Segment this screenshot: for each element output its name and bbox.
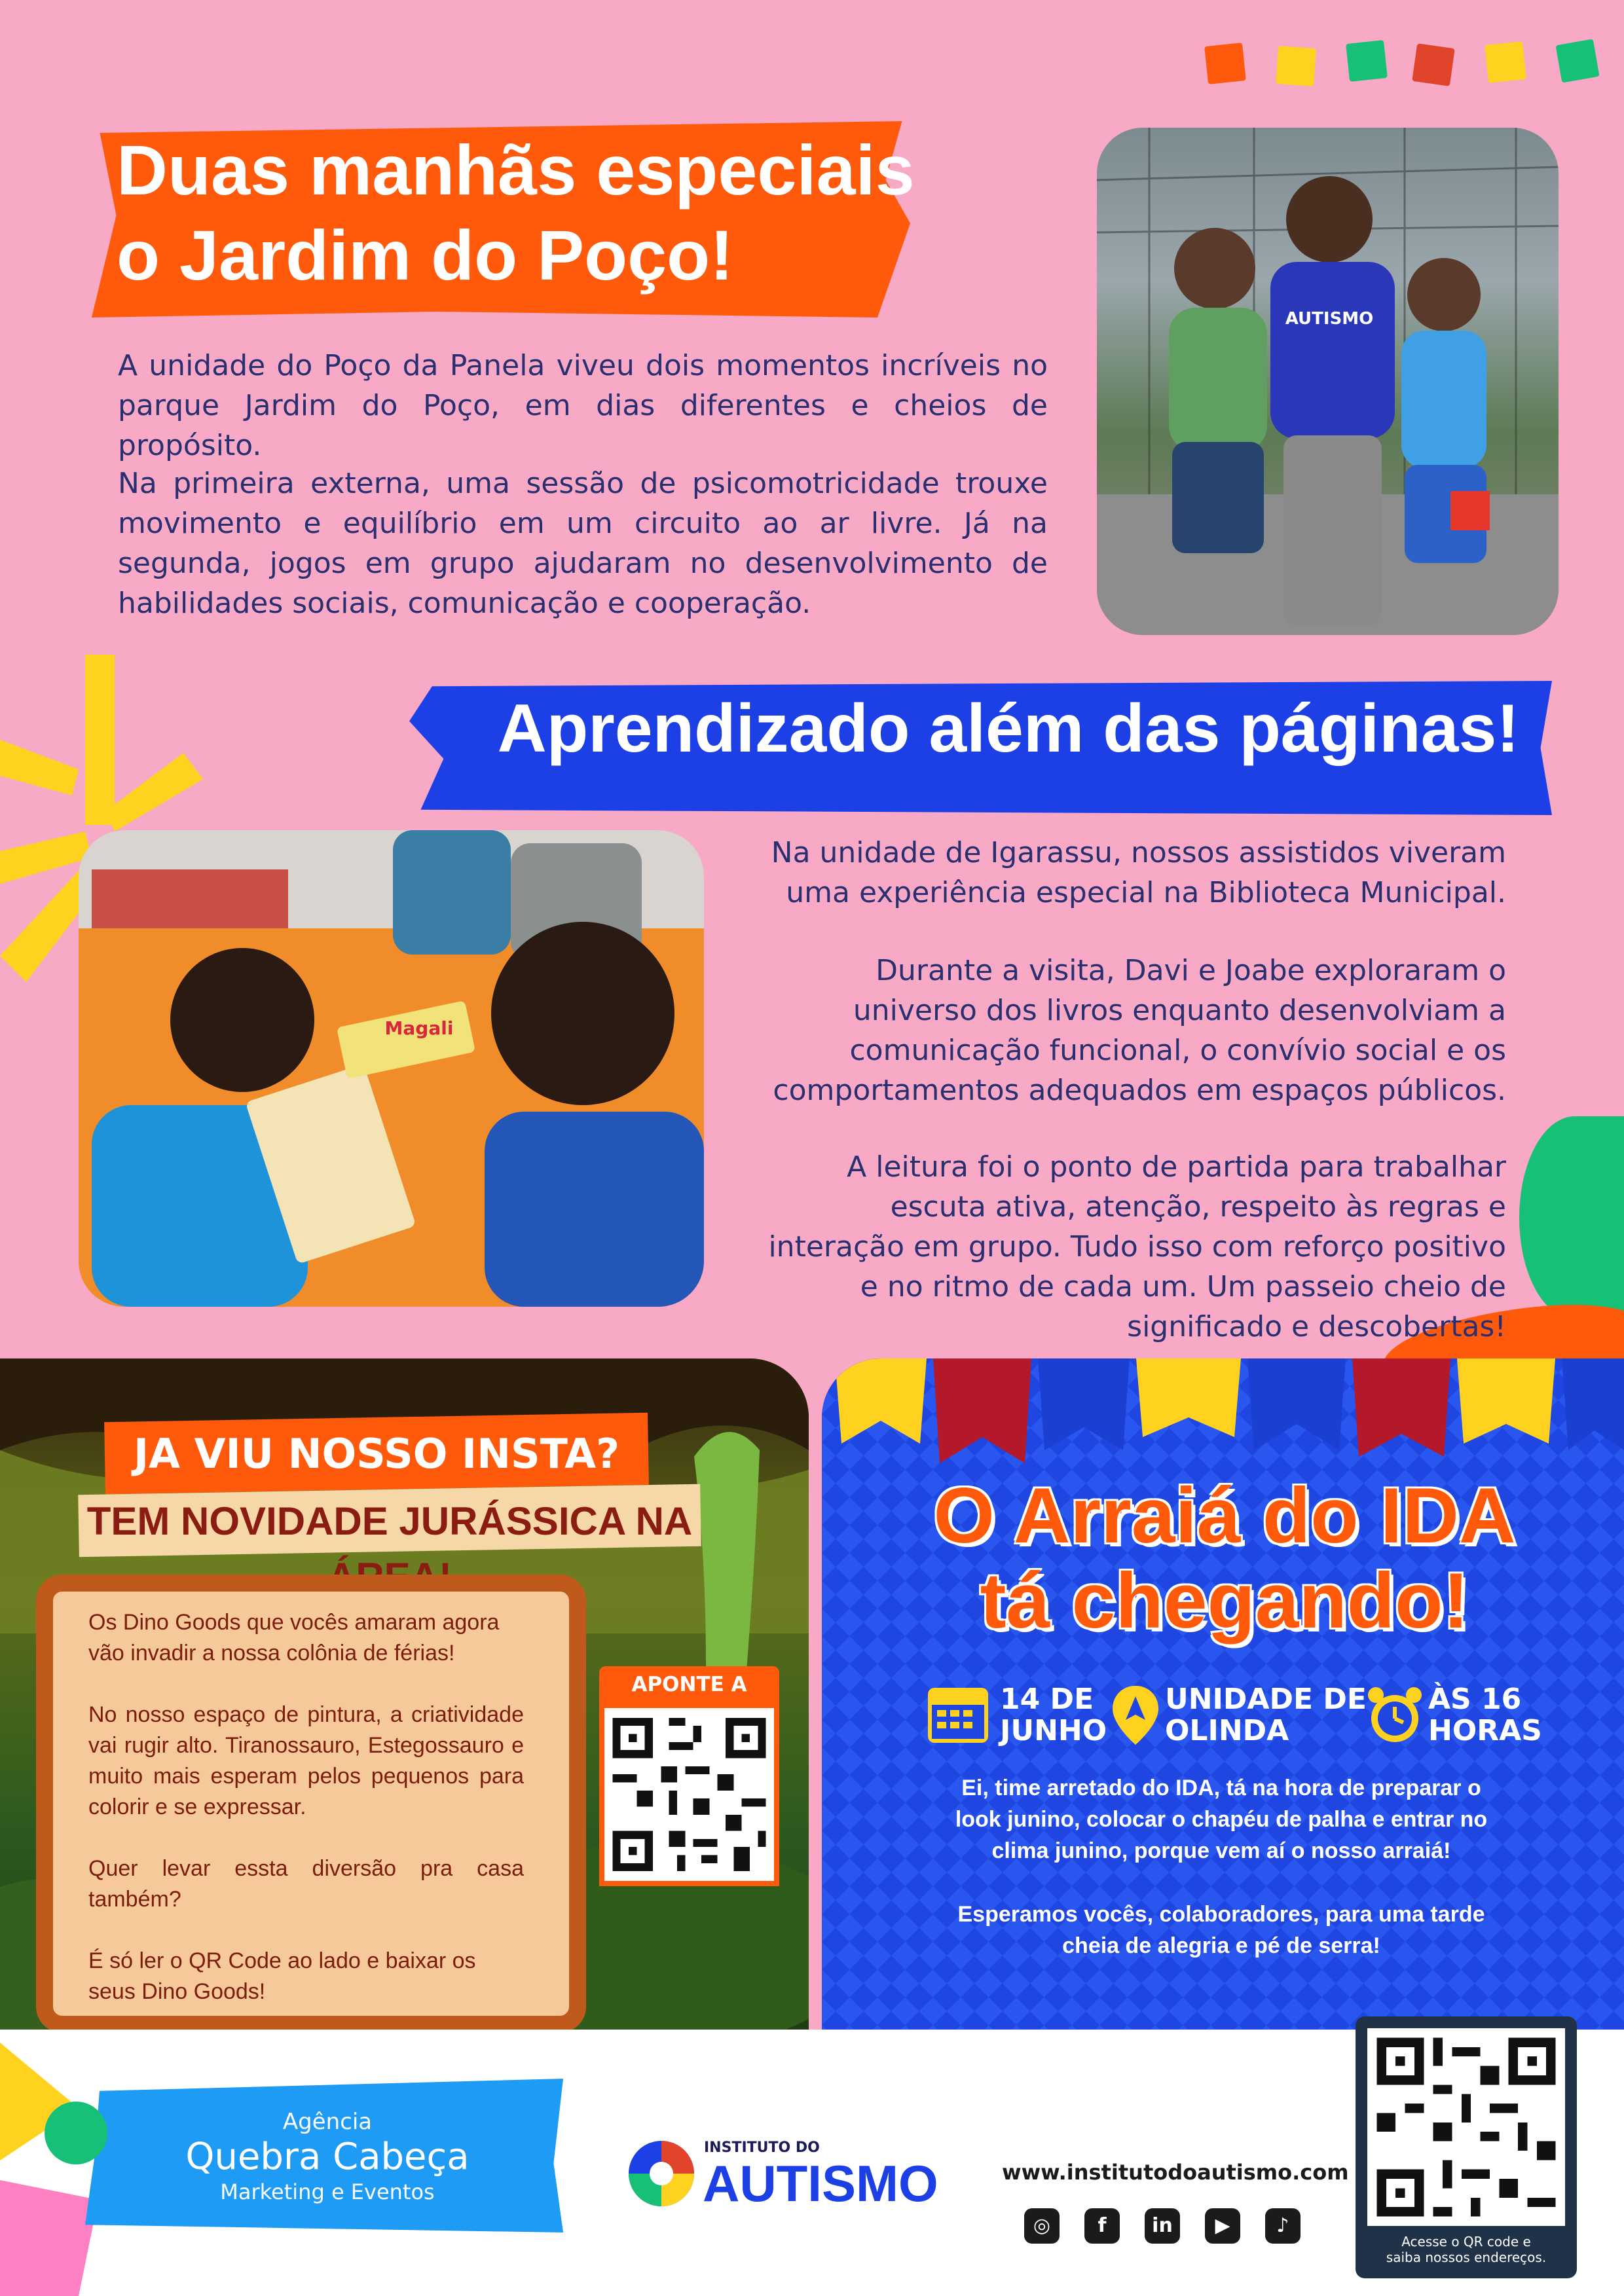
footer-qr-caption: [1356, 2234, 1577, 2265]
alarm-clock-icon: [1367, 1686, 1423, 1745]
arraia-paragraph1: Ei, time arretado do IDA, tá na hora de preparar o look junino, colocar o chapéu de palha e entrar no clima junino, porque vem aí o nosso arraiá!: [955, 1776, 1488, 1863]
shirt-text-center: AUTISMO: [1285, 309, 1374, 329]
qr-caption-line2: saiba nossos endereços.: [1386, 2250, 1547, 2265]
social-icons: [1024, 2208, 1325, 2244]
dino-paragraph4: É só ler o QR Code ao lado e baixar os seus Dino Goods!: [88, 1948, 476, 2004]
dino-paragraph3: Quer levar essta diversão pra casa também?: [88, 1856, 524, 1912]
qr-caption-line1: Acesse o QR code e: [1401, 2234, 1531, 2250]
youtube-icon[interactable]: ▶: [1205, 2208, 1240, 2244]
date-text: [1000, 1684, 1107, 1747]
dino-qr-label: APONTE A: [599, 1666, 779, 1703]
section1-title-line2: o Jardim do Poço!: [117, 215, 734, 295]
agency-line1: Agência: [282, 2109, 373, 2135]
dino-text-block: [88, 1607, 524, 2007]
place-line2: OLINDA: [1165, 1714, 1289, 1747]
agency-line2: Quebra Cabeça: [185, 2136, 470, 2178]
biblioteca-photo: [79, 830, 704, 1307]
website-link[interactable]: www.institutodoautismo.com: [1002, 2160, 1349, 2185]
dino-paragraph2: No nosso espaço de pintura, a criatividade vai rugir alto. Tiranossauro, Estegossauro e muito mais esperam pelos pequenos para colorir e se expressar.: [88, 1702, 524, 1819]
section1-title: [117, 128, 915, 298]
location-pin-icon: [1113, 1686, 1158, 1745]
arraia-title-line2: tá chegando!: [980, 1557, 1469, 1645]
tiktok-icon[interactable]: ♪: [1265, 2208, 1301, 2244]
footer: [0, 2030, 1624, 2296]
dino-headline1: JA VIU NOSSO INSTA?: [133, 1430, 620, 1478]
time-line2: HORAS: [1428, 1714, 1542, 1747]
time-text: [1428, 1684, 1542, 1747]
section2-paragraph1: Na unidade de Igarassu, nossos assistidos viveram uma experiência especial na Biblioteca Municipal.: [771, 836, 1506, 909]
arraia-title-line1: O Arraiá do IDA: [933, 1472, 1516, 1559]
facebook-icon[interactable]: f: [1084, 2208, 1120, 2244]
logo-top-text: INSTITUTO DO: [704, 2140, 820, 2156]
section1-paragraph1: A unidade do Poço da Panela viveu dois momentos incríveis no parque Jardim do Poço, em dias diferentes e cheios de propósito.: [118, 349, 1048, 462]
calendar-icon: [928, 1688, 988, 1743]
linkedin-icon[interactable]: in: [1145, 2208, 1180, 2244]
place-text: [1165, 1684, 1367, 1747]
logo-puzzle-icon: [625, 2128, 697, 2219]
dino-paragraph1: Os Dino Goods que vocês amaram agora vão invadir a nossa colônia de férias!: [88, 1610, 500, 1666]
section2-paragraph2: Durante a visita, Davi e Joabe exploraram o universo dos livros enquanto desenvolviam a comunicação funcional, o convívio social e os comportamentos adequados em espaços públicos.: [773, 954, 1506, 1107]
instagram-icon[interactable]: ◎: [1024, 2208, 1060, 2244]
jardim-do-poco-photo: [1097, 128, 1559, 635]
place-line1: UNIDADE DE: [1165, 1683, 1367, 1716]
agency-text: [118, 2108, 537, 2205]
section1-title-line1: Duas manhãs especiais: [117, 130, 915, 210]
arraia-panel: [822, 1358, 1624, 2033]
section2-title: Aprendizado além das páginas!: [497, 691, 1519, 767]
time-line1: ÀS 16: [1428, 1683, 1522, 1716]
dino-headline2: TEM NOVIDADE JURÁSSICA NA: [86, 1499, 693, 1543]
dino-goods-panel: [0, 1358, 809, 2033]
green-blob-decoration: [1519, 1116, 1624, 1319]
footer-qr-code[interactable]: [1367, 2028, 1565, 2226]
section2-paragraph3: A leitura foi o ponto de partida para trabalhar escuta ativa, atenção, respeito às regras e interação em grupo. Tudo isso com reforço positivo e no ritmo de cada um. Um passeio cheio de significado e descobertas!: [768, 1150, 1506, 1343]
date-line1: 14 DE: [1000, 1683, 1094, 1716]
date-line2: JUNHO: [1000, 1714, 1107, 1747]
arraia-paragraph2: Esperamos vocês, colaboradores, para uma tarde cheia de alegria e pé de serra!: [957, 1902, 1485, 1958]
agency-green-dot: [45, 2102, 107, 2164]
logo-main-text: AUTISMO: [703, 2155, 938, 2212]
book-title-text: Magali: [384, 1017, 454, 1039]
agency-line3: Marketing e Eventos: [220, 2179, 435, 2204]
instituto-logo[interactable]: [625, 2128, 940, 2219]
arraia-title: [861, 1473, 1588, 1643]
section1-paragraph2: Na primeira externa, uma sessão de psicomotricidade trouxe movimento e equilíbrio em um circuito ao ar livre. Já na segunda, jogos em grupo ajudaram no desenvolvimento de habilidades sociais, comunicação e cooperação.: [118, 467, 1048, 620]
dino-qr-code[interactable]: [599, 1703, 779, 1886]
